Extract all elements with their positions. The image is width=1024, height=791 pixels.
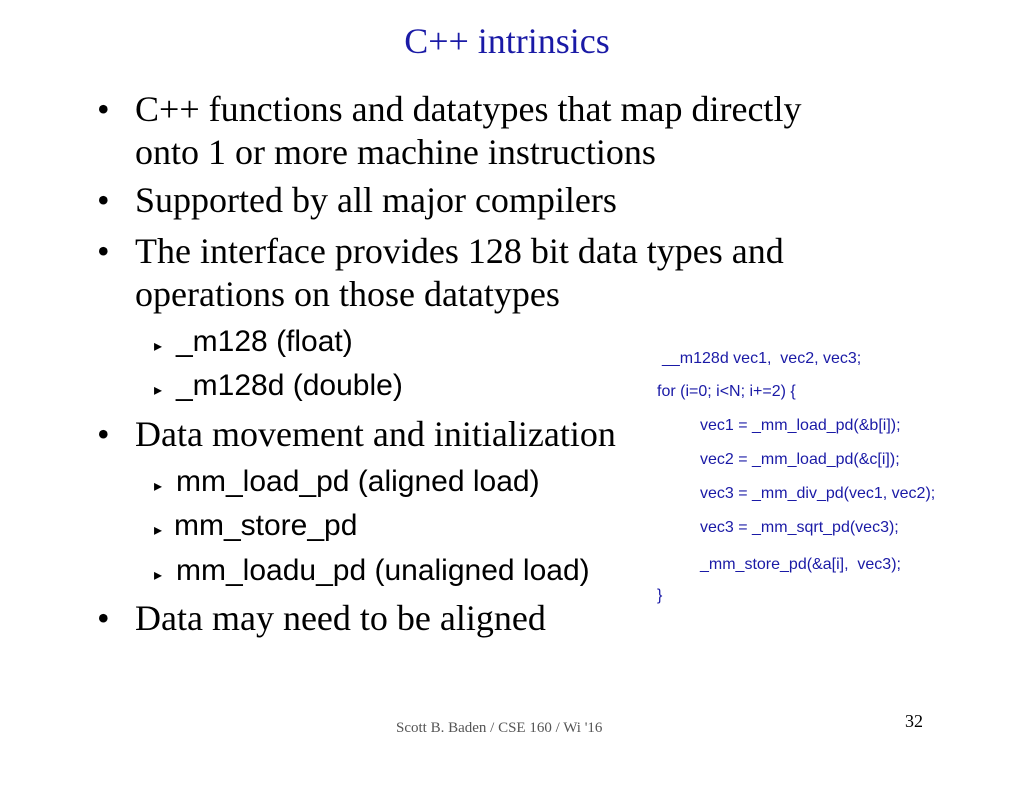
bullet-dot: • [97,414,110,454]
sub-bullet-arrow-icon: ▸ [154,380,163,399]
bullet-dot: • [97,180,110,220]
sub-bullet-text: mm_store_pd [174,509,358,542]
page-number: 32 [905,711,923,731]
code-line: __m128d vec1, vec2, vec3; [662,350,862,367]
code-line: vec3 = _mm_div_pd(vec1, vec2); [700,485,936,502]
sub-bullet-text: _m128d (double) [176,369,403,402]
code-line: for (i=0; i<N; i+=2) { [657,383,796,400]
bullet-text: C++ functions and datatypes that map directly [135,89,802,129]
sub-bullet-arrow-icon: ▸ [154,565,163,584]
code-line: vec3 = _mm_sqrt_pd(vec3); [700,519,899,536]
bullet-dot: • [97,89,110,129]
code-line: vec2 = _mm_load_pd(&c[i]); [700,451,900,468]
bullet-text-continuation: operations on those datatypes [135,274,560,314]
slide-footer: Scott B. Baden / CSE 160 / Wi '16 [396,720,603,736]
bullet-dot: • [97,598,110,638]
sub-bullet-text: mm_load_pd (aligned load) [176,465,540,498]
slide-title: C++ intrinsics [404,21,610,61]
sub-bullet-arrow-icon: ▸ [154,520,163,539]
sub-bullet-text: _m128 (float) [176,325,353,358]
sub-bullet-arrow-icon: ▸ [154,336,163,355]
bullet-text: Data may need to be aligned [135,598,546,638]
bullet-text: Supported by all major compilers [135,180,617,220]
code-line: vec1 = _mm_load_pd(&b[i]); [700,417,901,434]
bullet-text-continuation: onto 1 or more machine instructions [135,132,656,172]
code-line: _mm_store_pd(&a[i], vec3); [700,556,901,573]
bullet-text: Data movement and initialization [135,414,616,454]
code-line: } [657,587,663,604]
sub-bullet-text: mm_loadu_pd (unaligned load) [176,554,590,587]
bullet-dot: • [97,231,110,271]
sub-bullet-arrow-icon: ▸ [154,476,163,495]
bullet-text: The interface provides 128 bit data types and [135,231,784,271]
